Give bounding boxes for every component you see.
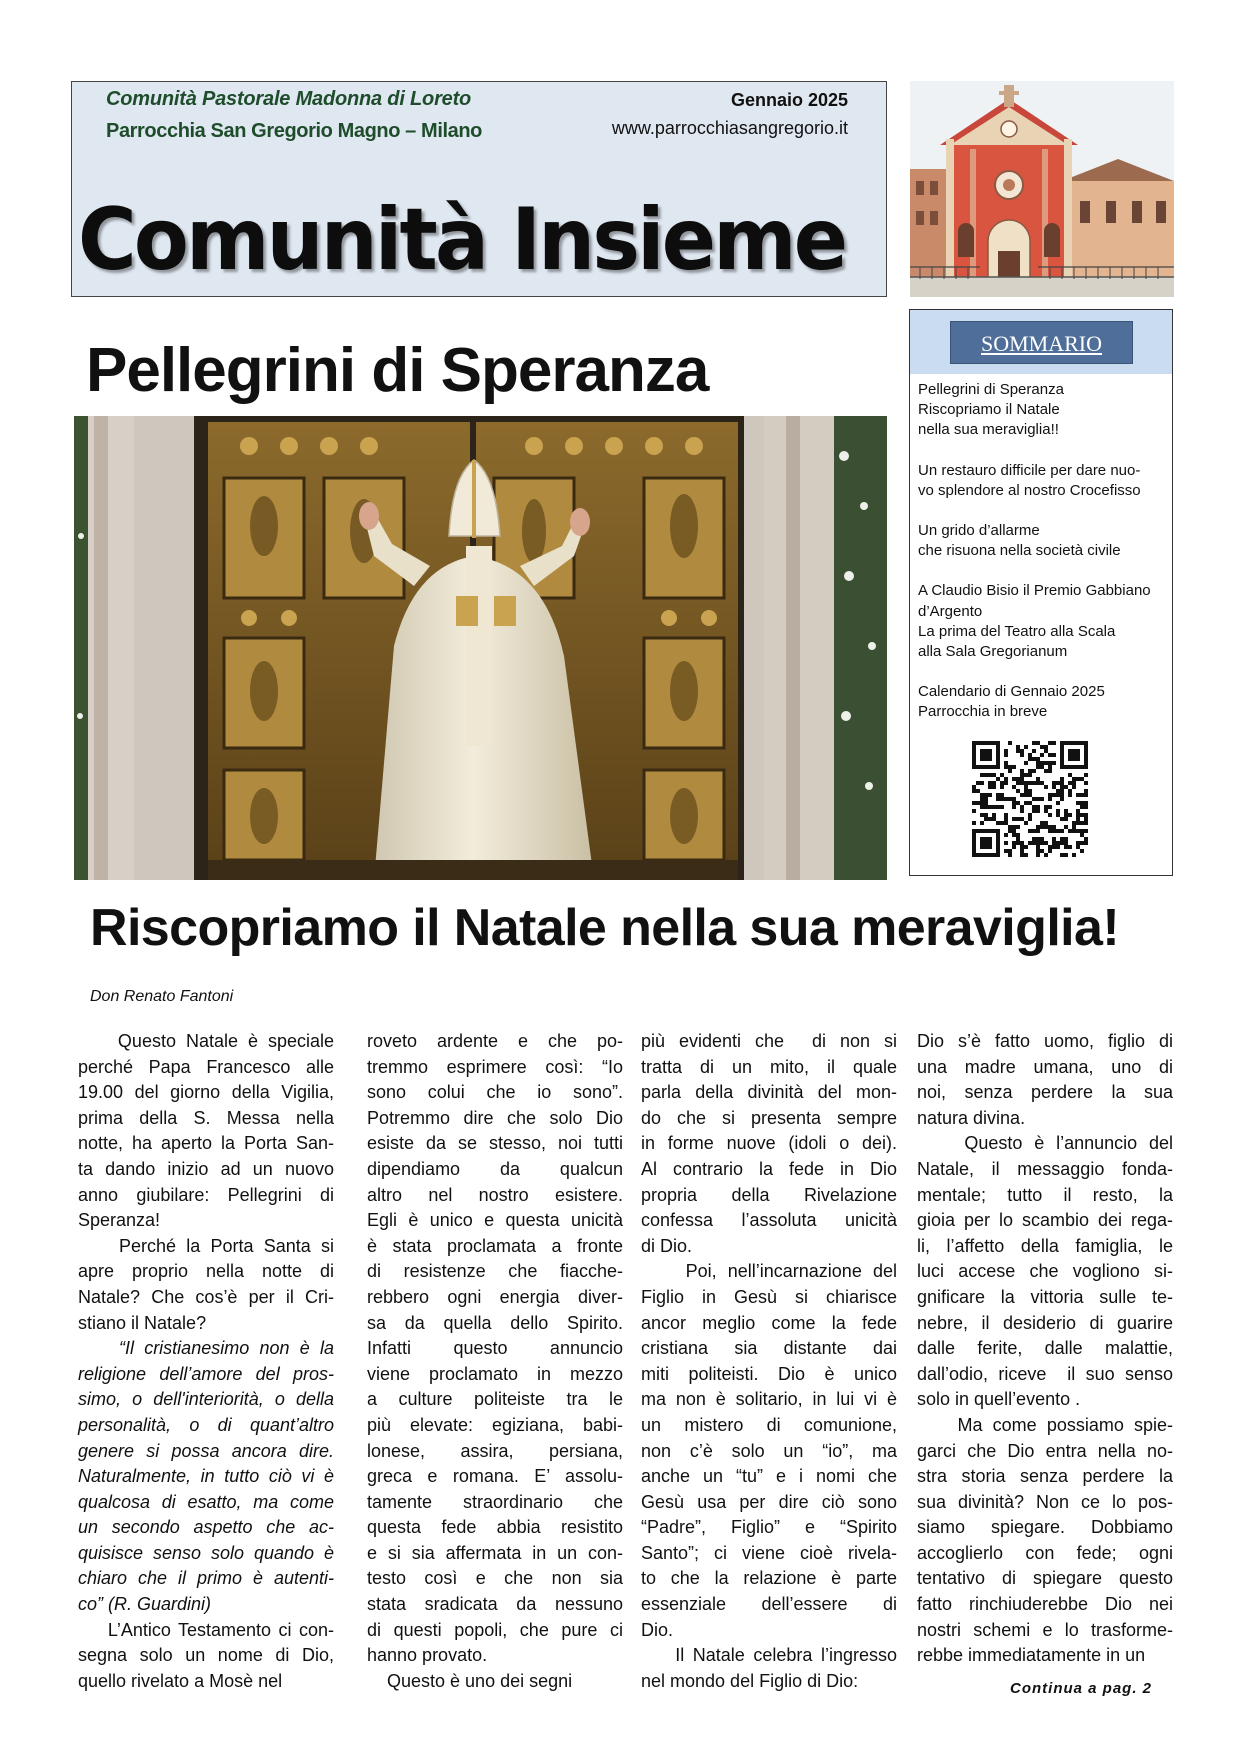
article-line: natura divina. (917, 1107, 1026, 1128)
article-line: quello rivelato a Mosè nel (78, 1670, 283, 1691)
article-line: tremmo esprimere così: “Io (367, 1056, 623, 1077)
article-line: anche un “tu” e i nomi che (641, 1466, 897, 1487)
article-line: rebbero ogni energia diver- (367, 1286, 623, 1307)
article-line: propria della Rivelazione (641, 1184, 897, 1205)
article-line: Naturalmente, in tutto ciò vi è (78, 1466, 334, 1487)
article-line: nel mondo del Figlio di Dio: (641, 1670, 859, 1691)
article-line: stiano il Natale? (78, 1312, 207, 1333)
article-line: hanno provato. (367, 1645, 488, 1666)
article-line: anno giubilare: Pellegrini di (78, 1184, 334, 1205)
article-line: di questi popoli, che pure ci (367, 1619, 623, 1640)
article-line: in forme nuove (idoli o dei). (641, 1133, 897, 1154)
article-author: Don Renato Fantoni (90, 988, 234, 1005)
article-line: Perché la Porta Santa si (78, 1235, 334, 1256)
article-column-4 (917, 1029, 1173, 1669)
article-line: lonese, assira, persiana, (367, 1440, 623, 1461)
article-line: greca e romana. E’ assolu- (367, 1466, 623, 1487)
article-line: è stata proclamata a fronte (367, 1235, 623, 1256)
article-line: ta dando inizio ad un nuovo (78, 1158, 334, 1179)
article-line: tamente straordinario che (367, 1491, 623, 1512)
headline-pellegrini: Pellegrini di Speranza (86, 336, 709, 405)
article-line: do che si presenta sempre (641, 1107, 897, 1128)
article-line: quisisce senso solo quando è (78, 1542, 334, 1563)
newsletter-title: Comunità Insieme (78, 190, 846, 290)
article-line: non c’è solo un “io”, ma (641, 1440, 897, 1461)
article-line: Natale? Che cos’è per il Cri- (78, 1286, 334, 1307)
article-line: simo, o dell'interiorità, o della (78, 1389, 334, 1410)
article-line: più evidenti che di non si (641, 1031, 897, 1051)
article-line: personalità, o di quant’altro (78, 1414, 334, 1435)
article-line: siamo spiegare. Dobbiamo (917, 1517, 1173, 1538)
article-line: Dio s’è fatto uomo, figlio di (917, 1031, 1173, 1051)
sommario-title: SOMMARIO (950, 321, 1133, 364)
article-line: sua divinità? Non ce lo pos- (917, 1491, 1173, 1512)
article-line: fatto rinchiuderebbe Dio nei (917, 1594, 1173, 1615)
sommario-item[interactable]: nella sua meraviglia!! (918, 421, 1059, 439)
article-line: confessa l’assoluta unicità (641, 1210, 897, 1231)
article-line: L’Antico Testamento ci con- (78, 1619, 334, 1640)
article-line: gnificare la vittoria sulle te- (917, 1286, 1173, 1307)
article-line: a culture politeiste tra le (367, 1389, 623, 1410)
article-line: roveto ardente e che po- (367, 1031, 623, 1051)
article-line: un mistero di comunione, (641, 1414, 897, 1435)
article-line: sono colui che io sono”. (367, 1082, 623, 1103)
article-line: di Dio. (641, 1235, 693, 1256)
article-line: Speranza! (78, 1210, 161, 1231)
sommario-item[interactable]: Parrocchia in breve (918, 703, 1048, 721)
article-line: questa fede abbia resistito (367, 1517, 623, 1538)
sommario-item[interactable]: alla Sala Gregorianum (918, 643, 1068, 661)
article-line: ma non è solitario, in lui vi è (641, 1389, 897, 1410)
article-line: cristiana sia distante dai (641, 1338, 897, 1359)
article-line: nostri schemi e lo trasforme- (917, 1619, 1173, 1640)
article-line: più elevate: egiziana, babi- (367, 1414, 623, 1435)
article-line: religione dell’amore del pros- (78, 1363, 334, 1384)
sommario-item[interactable]: d’Argento (918, 602, 983, 620)
article-line: garci che Dio entra nella no- (917, 1440, 1173, 1461)
article-line: sa da quella dello Spirito. (367, 1312, 623, 1333)
article-column-1 (78, 1029, 334, 1694)
sommario-item[interactable]: vo splendore al nostro Crocefisso (918, 481, 1141, 499)
article-line: dipendiamo da qualcun (367, 1158, 623, 1179)
article-line: stata sradicata da nessuno (367, 1594, 623, 1615)
article-line: “Il cristianesimo non è la (78, 1338, 334, 1359)
article-line: to che la relazione è parte (641, 1568, 897, 1589)
article-line: prima della S. Messa nella (78, 1107, 334, 1128)
sommario-item[interactable]: Un restauro difficile per dare nuo- (918, 461, 1141, 479)
article-line: Gesù usa per dire ciò sono (641, 1491, 897, 1512)
article-line: Il Natale celebra l’ingresso (641, 1645, 897, 1666)
article-line: segna solo un nome di Dio, (78, 1645, 334, 1666)
article-line: apre proprio nella notte di (78, 1261, 334, 1282)
article-line: genere si possa ancora dire. (78, 1440, 334, 1461)
article-line: tratta di un mito, il quale (641, 1056, 897, 1077)
masthead (71, 81, 887, 297)
article-line: Infatti questo annuncio (367, 1338, 623, 1359)
sommario-item[interactable]: Calendario di Gennaio 2025 (918, 683, 1105, 701)
article-line: luci accese che vogliono si- (917, 1261, 1173, 1282)
article-line: Questo è uno dei segni (367, 1670, 573, 1691)
article-line: chiaro che il primo è autenti- (78, 1568, 334, 1589)
sommario-item[interactable]: La prima del Teatro alla Scala (918, 622, 1116, 640)
article-line: Potremmo dire che solo Dio (367, 1107, 623, 1128)
sommario-list (918, 380, 1168, 723)
article-line: essenziale dell’essere di (641, 1594, 897, 1615)
article-line: “Padre”, Figlio” e “Spirito (641, 1517, 897, 1538)
article-line: una madre umana, uno di (917, 1056, 1173, 1077)
article-line: esiste da se stesso, noi tutti (367, 1133, 623, 1154)
article-line: Al contrario la fede in Dio (641, 1158, 897, 1179)
article-line: rebbe immediatamente in un (917, 1645, 1146, 1666)
article-line: testo così e che non sia (367, 1568, 623, 1589)
article-line: Poi, nell’incarnazione del (641, 1261, 897, 1282)
article-line: Santo”; ci viene cioè rivela- (641, 1542, 897, 1563)
article-line: perché Papa Francesco alle (78, 1056, 334, 1077)
article-line: di resistenze che fiacche- (367, 1261, 623, 1282)
continua-link[interactable]: Continua a pag. 2 (1010, 1680, 1153, 1697)
article-line: dalle ferite, dalle malattie, (917, 1338, 1173, 1359)
article-line: altro nel nostro esistere. (367, 1184, 623, 1205)
article-line: Figlio in Gesù si chiarisce (641, 1286, 897, 1307)
holy-door-photo (74, 416, 887, 880)
article-line: e si sia affermata in un con- (367, 1542, 623, 1563)
article-line: Egli è unico e questa unicità (367, 1210, 623, 1231)
article-line: viene proclamato in mezzo (367, 1363, 623, 1384)
article-line: dall’odio, riceve il suo senso (917, 1363, 1173, 1384)
article-line: miti politeisti. Dio è unico (641, 1363, 897, 1384)
article-line: noi, senza perdere la sua (917, 1082, 1173, 1103)
qr-code-icon[interactable] (972, 741, 1088, 857)
church-illustration (910, 81, 1174, 297)
article-line: ancor meglio come la fede (641, 1312, 897, 1333)
article-line: Dio. (641, 1619, 674, 1640)
sommario-header (910, 310, 1172, 374)
article-line: notte, ha aperto la Porta San- (78, 1133, 334, 1154)
article-column-2 (367, 1029, 623, 1694)
article-line: nebre, il desiderio di guarire (917, 1312, 1173, 1333)
sommario-box (909, 309, 1173, 876)
article-line: 19.00 del giorno della Vigilia, (78, 1082, 334, 1103)
article-line: gioia per lo scambio dei rega- (917, 1210, 1173, 1231)
parish-name: Parrocchia San Gregorio Magno – Milano (106, 120, 482, 142)
sommario-item[interactable]: A Claudio Bisio il Premio Gabbiano (918, 582, 1151, 600)
article-line: Questo Natale è speciale (78, 1031, 334, 1051)
article-line: Questo è l’annuncio del (917, 1133, 1173, 1154)
sommario-item[interactable]: Riscopriamo il Natale (918, 401, 1060, 419)
article-line: solo in quell’evento . (917, 1389, 1081, 1410)
article-line: co” (R. Guardini) (78, 1594, 212, 1615)
article-line: tentativo di spiegare questo (917, 1568, 1173, 1589)
article-line: qualcosa di esatto, ma come (78, 1491, 334, 1512)
article-line: Ma come possiamo spie- (917, 1414, 1173, 1435)
issue-date: Gennaio 2025 (730, 90, 848, 110)
article-line: un secondo aspetto che ac- (78, 1517, 334, 1538)
sommario-item[interactable]: che risuona nella società civile (918, 542, 1121, 560)
article-line: mentale; tutto il resto, la (917, 1184, 1173, 1205)
article-column-3 (641, 1029, 897, 1694)
article-line: Natale, il messaggio fonda- (917, 1158, 1173, 1179)
article-headline: Riscopriamo il Natale nella sua meraviglia! (90, 899, 1120, 957)
article-line: accoglierlo con fede; ogni (917, 1542, 1173, 1563)
sommario-item[interactable]: Pellegrini di Speranza (918, 381, 1064, 398)
article-line: li, l’affetto della famiglia, le (917, 1235, 1173, 1256)
sommario-item[interactable]: Un grido d’allarme (918, 522, 1040, 540)
article-line: stra storia senza perdere la (917, 1466, 1173, 1487)
article-line: parla della divinità del mon- (641, 1082, 897, 1103)
website-link[interactable]: www.parrocchiasangregorio.it (611, 118, 848, 138)
community-name: Comunità Pastorale Madonna di Loreto (106, 88, 472, 110)
